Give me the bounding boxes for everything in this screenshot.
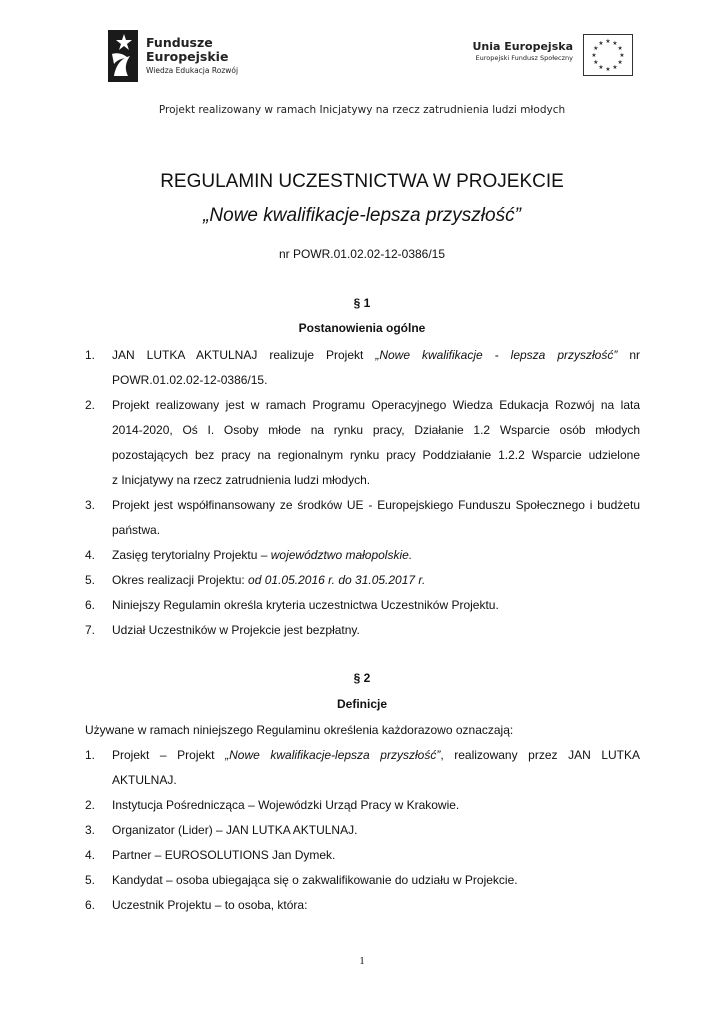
- fundusze-europejskie-logo: [108, 30, 268, 82]
- item-period: od 01.05.2016 r. do 31.05.2017 r.: [248, 573, 426, 587]
- item-text: AKTULNAJ.: [112, 773, 177, 787]
- item-text: Organizator (Lider) – JAN LUTKA AKTULNAJ.: [112, 823, 358, 837]
- eu-star-icon: ★: [617, 59, 623, 66]
- section1-item-1: [85, 343, 640, 393]
- unia-europejska-logo: [455, 34, 635, 78]
- document-number: nr POWR.01.02.02-12-0386/15: [278, 247, 446, 261]
- item-number: 3.: [85, 498, 96, 512]
- section1-symbol: § 1: [353, 296, 371, 310]
- eu-star-icon: ★: [619, 52, 625, 59]
- section2-item-6: [85, 893, 640, 918]
- project-initiative-line: Projekt realizowany w ramach Inicjatywy na rzecz zatrudnienia ludzi młodych: [158, 104, 566, 116]
- section2-item-2: [85, 793, 640, 818]
- item-text: Kandydat – osoba ubiegająca się o zakwalifikowanie do udziału w Projekcie.: [112, 873, 518, 887]
- item-text: Udział Uczestników w Projekcie jest bezpłatny.: [112, 623, 360, 637]
- section2-intro: Używane w ramach niniejszego Regulaminu określenia każdorazowo oznaczają:: [85, 723, 514, 737]
- page-number: 1: [359, 955, 365, 967]
- item-text: Okres realizacji Projektu:: [112, 573, 249, 587]
- section2-item-4: [85, 843, 640, 868]
- fundusze-europejskie-mark-icon: [108, 30, 138, 82]
- item-number: 1.: [85, 348, 96, 362]
- section2-symbol: § 2: [353, 671, 371, 685]
- document-title: REGULAMIN UCZESTNICTWA W PROJEKCIE: [160, 171, 564, 192]
- item-text: nr: [617, 348, 640, 362]
- eu-star-icon: ★: [591, 52, 597, 59]
- item-text: Uczestnik Projektu – to osoba, która:: [112, 898, 308, 912]
- eu-flag-icon: [583, 34, 633, 76]
- eu-star-icon: ★: [593, 59, 599, 66]
- item-text: z Inicjatywy na rzecz zatrudnienia ludzi młodych.: [112, 473, 371, 487]
- item-text: pozostających bez pracy na regionalnym rynku pracy Poddziałanie 1.2.2 Wsparcie udzielone: [112, 448, 640, 462]
- item-number: 5.: [85, 573, 96, 587]
- item-number: 6.: [85, 598, 96, 612]
- eu-star-icon: ★: [612, 64, 618, 72]
- eu-star-icon: ★: [598, 39, 604, 47]
- item-text: państwa.: [112, 523, 161, 537]
- item-number: 3.: [85, 823, 96, 837]
- item-text: Partner – EUROSOLUTIONS Jan Dymek.: [112, 848, 336, 862]
- item-text: , realizowany przez JAN LUTKA: [440, 748, 641, 762]
- section1-item-4: [85, 543, 640, 568]
- section1-item-7: [85, 618, 640, 643]
- section1-item-2: [85, 393, 640, 493]
- eu-star-icon: ★: [598, 64, 604, 72]
- section1-item-5: [85, 568, 640, 593]
- fe-logo-line1: Fundusze: [146, 35, 213, 50]
- item-text: Projekt jest współfinansowany ze środków UE - Europejskiego Funduszu Społecznego i budżetu: [112, 498, 640, 512]
- eu-star-icon: ★: [605, 38, 611, 45]
- section2-item-5: [85, 868, 640, 893]
- section1-item-3: [85, 493, 640, 543]
- section2-item-1: [85, 743, 640, 793]
- item-number: 2.: [85, 398, 96, 412]
- item-text: Niniejszy Regulamin określa kryteria uczestnictwa Uczestników Projektu.: [112, 598, 499, 612]
- section2-heading: Definicje: [336, 697, 387, 711]
- ue-logo-line1: Unia Europejska: [472, 40, 573, 53]
- item-text: Projekt realizowany jest w ramach Programu Operacyjnego Wiedza Edukacja Rozwój na lata: [112, 398, 640, 412]
- item-text: JAN LUTKA AKTULNAJ realizuje Projekt: [112, 348, 376, 362]
- section2-item-3: [85, 818, 640, 843]
- item-number: 2.: [85, 798, 96, 812]
- item-number: 1.: [85, 748, 96, 762]
- ue-logo-line2: Europejski Fundusz Społeczny: [475, 54, 573, 62]
- item-text: 2014-2020, Oś I. Osoby młode na rynku pracy, Działanie 1.2 Wsparcie osób młodych: [112, 423, 640, 437]
- item-number: 7.: [85, 623, 96, 637]
- eu-star-icon: ★: [593, 45, 599, 52]
- fe-logo-line2: Europejskie: [146, 49, 229, 64]
- item-text: Zasięg terytorialny Projektu –: [112, 548, 271, 562]
- section1-heading: Postanowienia ogólne: [298, 321, 426, 335]
- item-project-name: „Nowe kwalifikacje - lepsza przyszłość”: [375, 348, 618, 362]
- section1-item-6: [85, 593, 640, 618]
- item-project-name: „Nowe kwalifikacje-lepsza przyszłość”: [225, 748, 441, 762]
- item-number: 5.: [85, 873, 96, 887]
- item-number: 4.: [85, 848, 96, 862]
- eu-star-icon: ★: [617, 45, 623, 52]
- item-region: województwo małopolskie.: [270, 548, 413, 562]
- document-subtitle: „Nowe kwalifikacje-lepsza przyszłość”: [203, 205, 521, 226]
- eu-star-icon: ★: [605, 66, 611, 73]
- item-number: 6.: [85, 898, 96, 912]
- item-text: POWR.01.02.02-12-0386/15.: [112, 373, 268, 387]
- item-text: Instytucja Pośrednicząca – Wojewódzki Urząd Pracy w Krakowie.: [112, 798, 460, 812]
- item-text: Projekt – Projekt: [112, 748, 226, 762]
- fe-logo-line3: Wiedza Edukacja Rozwój: [146, 66, 239, 75]
- eu-star-icon: ★: [612, 39, 618, 47]
- item-number: 4.: [85, 548, 96, 562]
